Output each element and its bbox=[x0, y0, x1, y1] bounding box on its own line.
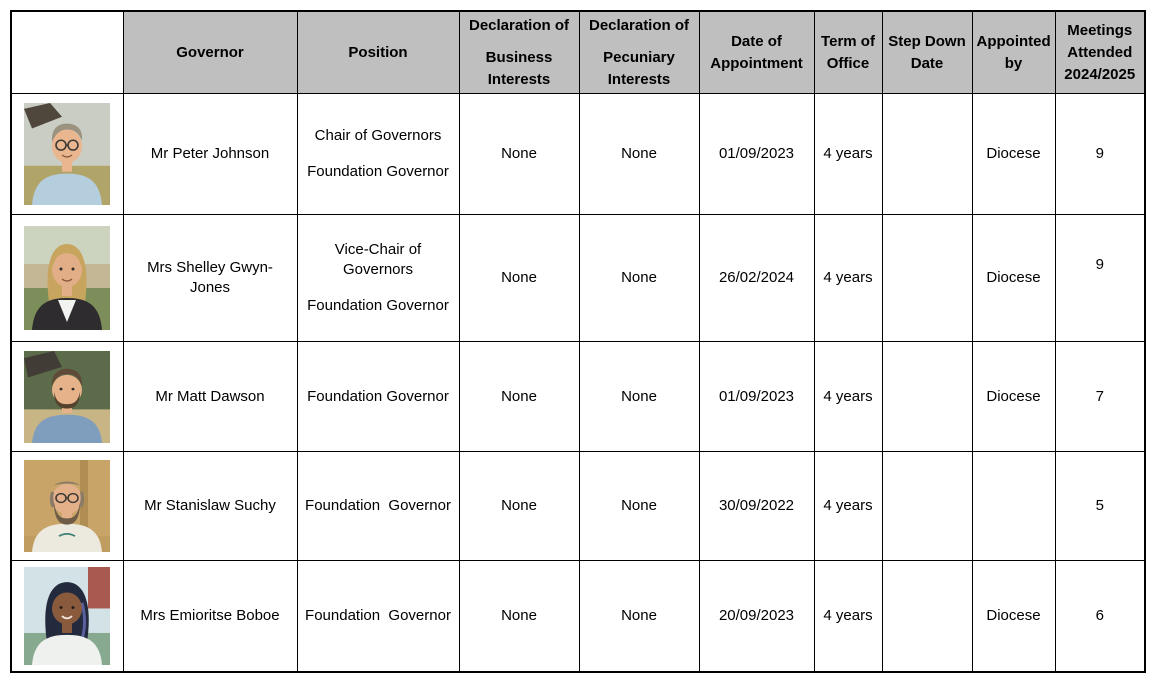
step-down-date-cell bbox=[882, 215, 972, 342]
governor-photo-cell bbox=[11, 452, 123, 561]
business-interests-cell: None bbox=[459, 215, 579, 342]
position-line: Foundation Governor bbox=[307, 163, 449, 181]
business-interests-cell: None bbox=[459, 452, 579, 561]
governor-photo-cell bbox=[11, 215, 123, 342]
position-cell bbox=[297, 215, 459, 342]
appointment-date-cell: 01/09/2023 bbox=[699, 342, 814, 452]
meetings-attended-cell bbox=[1055, 215, 1145, 342]
header-label: Date bbox=[910, 54, 944, 72]
term-of-office-cell: 4 years bbox=[814, 215, 882, 342]
pecuniary-interests-cell: None bbox=[579, 94, 699, 215]
header-cell-appointed-by bbox=[972, 11, 1055, 94]
governor-name-cell bbox=[123, 94, 297, 215]
header-label: Attended bbox=[1067, 43, 1133, 61]
position-line: Foundation Governor bbox=[305, 606, 451, 624]
term-of-office-cell: 4 years bbox=[814, 94, 882, 215]
header-cell-photo bbox=[11, 11, 123, 94]
governor-row bbox=[11, 215, 1145, 342]
governor-name: Mr Peter Johnson bbox=[150, 145, 270, 163]
governor-photo bbox=[24, 226, 110, 330]
appointed-by-cell: Diocese bbox=[972, 215, 1055, 342]
appointment-date-cell: 01/09/2023 bbox=[699, 94, 814, 215]
header-cell-meetings-attended bbox=[1055, 11, 1145, 94]
governor-name: Mr Matt Dawson bbox=[155, 387, 265, 405]
appointment-date-cell: 26/02/2024 bbox=[699, 215, 814, 342]
governor-name-cell bbox=[123, 215, 297, 342]
header-cell-business-interests bbox=[459, 11, 579, 94]
governor-row bbox=[11, 94, 1145, 215]
position-cell bbox=[297, 94, 459, 215]
header-label: Appointed bbox=[976, 32, 1051, 50]
header-label: Declaration of bbox=[468, 17, 570, 34]
header-label: Declaration of bbox=[588, 17, 690, 34]
governor-photo bbox=[24, 567, 110, 665]
appointment-date-cell: 20/09/2023 bbox=[699, 561, 814, 672]
header-label: Appointment bbox=[710, 54, 803, 72]
header-label: Date of bbox=[731, 32, 782, 50]
position-line: Foundation Governor bbox=[307, 297, 449, 315]
position-cell bbox=[297, 452, 459, 561]
header-cell-date-of-appointment bbox=[699, 11, 814, 94]
header-cell-term-of-office bbox=[814, 11, 882, 94]
header-label: Governor bbox=[176, 43, 244, 61]
governors-body bbox=[11, 94, 1145, 672]
governor-name: Mr Stanislaw Suchy bbox=[144, 497, 276, 515]
appointed-by-cell: Diocese bbox=[972, 94, 1055, 215]
term-of-office-cell: 4 years bbox=[814, 342, 882, 452]
header-cell-governor bbox=[123, 11, 297, 94]
governor-row bbox=[11, 452, 1145, 561]
appointed-by-cell: Diocese bbox=[972, 342, 1055, 452]
header-label: Office bbox=[826, 54, 870, 72]
governor-photo bbox=[24, 460, 110, 552]
meetings-attended-cell: 7 bbox=[1055, 342, 1145, 452]
appointed-by-cell: Diocese bbox=[972, 561, 1055, 672]
governor-name: Mrs Emioritse Boboe bbox=[140, 606, 280, 624]
header-label: by bbox=[1004, 54, 1023, 72]
header-row bbox=[11, 11, 1145, 94]
pecuniary-interests-cell: None bbox=[579, 342, 699, 452]
governor-photo-cell bbox=[11, 94, 123, 215]
header-label: 2024/2025 bbox=[1064, 65, 1136, 83]
appointed-by-cell bbox=[972, 452, 1055, 561]
meetings-attended-cell: 5 bbox=[1055, 452, 1145, 561]
step-down-date-cell bbox=[882, 452, 972, 561]
meetings-attended-cell: 6 bbox=[1055, 561, 1145, 672]
position-cell bbox=[297, 561, 459, 672]
governor-photo-cell bbox=[11, 561, 123, 672]
governor-photo bbox=[24, 351, 110, 443]
pecuniary-interests-cell: None bbox=[579, 561, 699, 672]
governors-table bbox=[10, 10, 1146, 673]
governor-photo-cell bbox=[11, 342, 123, 452]
governor-name-cell bbox=[123, 342, 297, 452]
pecuniary-interests-cell: None bbox=[579, 215, 699, 342]
meetings-value: 9 bbox=[1095, 256, 1104, 274]
governor-row bbox=[11, 342, 1145, 452]
term-of-office-cell: 4 years bbox=[814, 452, 882, 561]
term-of-office-cell: 4 years bbox=[814, 561, 882, 672]
header-cell-pecuniary-interests bbox=[579, 11, 699, 94]
table-header bbox=[11, 11, 1145, 94]
header-label: Business Interests bbox=[485, 48, 553, 88]
header-cell-step-down-date bbox=[882, 11, 972, 94]
business-interests-cell: None bbox=[459, 342, 579, 452]
step-down-date-cell bbox=[882, 561, 972, 672]
position-line: Vice-Chair of Governors bbox=[334, 240, 426, 279]
pecuniary-interests-cell: None bbox=[579, 452, 699, 561]
step-down-date-cell bbox=[882, 342, 972, 452]
position-line: Chair of Governors bbox=[314, 127, 442, 144]
appointment-date-cell: 30/09/2022 bbox=[699, 452, 814, 561]
header-label: Pecuniary Interests bbox=[603, 48, 675, 88]
step-down-date-cell bbox=[882, 94, 972, 215]
governor-row bbox=[11, 561, 1145, 672]
business-interests-cell: None bbox=[459, 561, 579, 672]
position-line: Foundation Governor bbox=[305, 497, 451, 515]
business-interests-cell: None bbox=[459, 94, 579, 215]
governor-name-cell bbox=[123, 452, 297, 561]
header-label: Meetings bbox=[1067, 22, 1133, 39]
header-label: Position bbox=[348, 43, 408, 61]
meetings-attended-cell: 9 bbox=[1055, 94, 1145, 215]
header-label: Step Down bbox=[888, 32, 966, 50]
governor-name: Mrs Shelley Gwyn-Jones bbox=[147, 259, 273, 297]
position-cell bbox=[297, 342, 459, 452]
header-label: Term of bbox=[821, 32, 875, 50]
governor-photo bbox=[24, 103, 110, 205]
position-line: Foundation Governor bbox=[307, 387, 449, 405]
header-cell-position bbox=[297, 11, 459, 94]
governor-name-cell bbox=[123, 561, 297, 672]
